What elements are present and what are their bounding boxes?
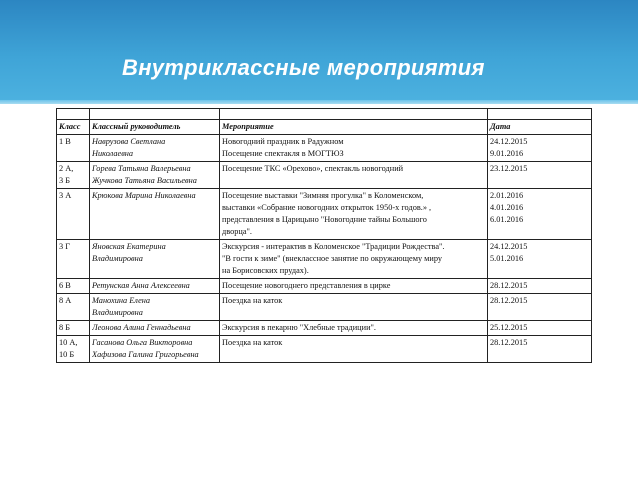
- event-cell: [220, 279, 488, 294]
- class-cell: [57, 336, 90, 363]
- slide-header: [0, 0, 638, 104]
- date-cell-line: 23.12.2015: [490, 164, 528, 173]
- table-row: [57, 336, 592, 363]
- date-cell-line: 9.01.2016: [490, 149, 524, 158]
- teacher-cell: [90, 162, 220, 189]
- event-cell: [220, 294, 488, 321]
- spacer-cell: [488, 109, 592, 120]
- table-row: [57, 240, 592, 279]
- table-row: [57, 294, 592, 321]
- header-class: Класс: [57, 120, 90, 135]
- event-cell-line: Поездка на каток: [222, 338, 283, 347]
- class-cell-line: 3 А: [59, 191, 72, 200]
- spacer-cell: [220, 109, 488, 120]
- date-cell-line: 5.01.2016: [490, 254, 524, 263]
- table-row: [57, 279, 592, 294]
- date-cell-line: 2.01.2016: [490, 191, 524, 200]
- spacer-cell: [90, 109, 220, 120]
- header-date: Дата: [488, 120, 592, 135]
- header-event: Мероприятие: [220, 120, 488, 135]
- header-teacher: Классный руководитель: [90, 120, 220, 135]
- teacher-cell: [90, 189, 220, 240]
- class-cell: [57, 189, 90, 240]
- event-cell-line: "В гости к зиме" (внеклассное занятие по окружающему миру: [222, 254, 443, 263]
- table-row: [57, 321, 592, 336]
- class-cell-line: 1 В: [59, 137, 71, 146]
- event-cell-line: Посещение новогоднего представления в цирке: [222, 281, 391, 290]
- event-cell: [220, 162, 488, 189]
- class-cell-line: 10 Б: [59, 350, 75, 359]
- teacher-cell: [90, 135, 220, 162]
- table-top-spacer-row: [57, 109, 592, 120]
- date-cell-line: 28.12.2015: [490, 296, 528, 305]
- date-cell-line: 25.12.2015: [490, 323, 528, 332]
- event-cell-line: Посещение спектакля в МОГТЮЗ: [222, 149, 344, 158]
- table-header-row: [57, 120, 592, 135]
- date-cell: [488, 321, 592, 336]
- teacher-cell-line: Манохина Елена: [92, 296, 151, 305]
- event-cell-line: Посещение выставки "Зимняя прогулка" в Коломенском,: [222, 191, 424, 200]
- class-cell-line: 3 Б: [59, 176, 70, 185]
- teacher-cell-line: Владимировна: [92, 254, 143, 263]
- table-row: [57, 135, 592, 162]
- event-cell: [220, 135, 488, 162]
- date-cell-line: 24.12.2015: [490, 137, 528, 146]
- teacher-cell-line: Леонова Алина Геннадьевна: [92, 323, 191, 332]
- event-cell: [220, 336, 488, 363]
- teacher-cell-line: Жучкова Татьяна Васильевна: [92, 176, 197, 185]
- teacher-cell-line: Крюкова Марина Николаевна: [92, 191, 196, 200]
- date-cell: [488, 162, 592, 189]
- teacher-cell-line: Хафизова Галина Григорьевна: [92, 350, 199, 359]
- date-cell: [488, 189, 592, 240]
- class-cell-line: 8 А: [59, 296, 72, 305]
- teacher-cell-line: Ретунская Анна Алексеевна: [92, 281, 190, 290]
- teacher-cell: [90, 321, 220, 336]
- event-cell-line: Поездка на каток: [222, 296, 283, 305]
- table-row: [57, 162, 592, 189]
- event-cell-line: Экскурсия - интерактив в Коломенское "Традиции Рождества".: [222, 242, 445, 251]
- class-cell-line: 8 Б: [59, 323, 70, 332]
- date-cell-line: 24.12.2015: [490, 242, 528, 251]
- event-cell-line: Экскурсия в пекарню "Хлебные традиции".: [222, 323, 376, 332]
- event-cell-line: на Борисовских прудах).: [222, 266, 309, 275]
- event-cell-line: Новогодний праздник в Радужном: [222, 137, 344, 146]
- event-cell: [220, 189, 488, 240]
- date-cell-line: 4.01.2016: [490, 203, 524, 212]
- events-table: [56, 108, 592, 363]
- teacher-cell-line: Николаевна: [92, 149, 134, 158]
- teacher-cell: [90, 336, 220, 363]
- date-cell: [488, 294, 592, 321]
- teacher-cell: [90, 240, 220, 279]
- date-cell: [488, 279, 592, 294]
- date-cell-line: 28.12.2015: [490, 281, 528, 290]
- class-cell: [57, 279, 90, 294]
- class-cell: [57, 135, 90, 162]
- event-cell: [220, 240, 488, 279]
- class-cell-line: 3 Г: [59, 242, 71, 251]
- teacher-cell: [90, 294, 220, 321]
- class-cell: [57, 294, 90, 321]
- class-cell: [57, 321, 90, 336]
- class-cell: [57, 162, 90, 189]
- event-cell: [220, 321, 488, 336]
- date-cell-line: 6.01.2016: [490, 215, 524, 224]
- date-cell: [488, 240, 592, 279]
- class-cell-line: 2 А,: [59, 164, 74, 173]
- teacher-cell-line: Наврузова Светлана: [92, 137, 166, 146]
- table-body: [57, 135, 592, 363]
- class-cell: [57, 240, 90, 279]
- teacher-cell-line: Гасанова Ольга Викторовна: [92, 338, 193, 347]
- date-cell: [488, 135, 592, 162]
- event-cell-line: дворца".: [222, 227, 252, 236]
- date-cell-line: 28.12.2015: [490, 338, 528, 347]
- class-cell-line: 6 В: [59, 281, 71, 290]
- teacher-cell: [90, 279, 220, 294]
- spacer-cell: [57, 109, 90, 120]
- teacher-cell-line: Горева Татьяна Валерьевна: [92, 164, 191, 173]
- event-cell-line: представления в Царицыно "Новогодние тайны Большого: [222, 215, 427, 224]
- slide-title: Внутриклассные мероприятия: [122, 55, 485, 80]
- class-cell-line: 10 А,: [59, 338, 78, 347]
- teacher-cell-line: Яновская Екатерина: [92, 242, 166, 251]
- table-row: [57, 189, 592, 240]
- event-cell-line: выставки «Собрание новогодних открыток 1950-х годов.» ,: [222, 203, 432, 212]
- date-cell: [488, 336, 592, 363]
- teacher-cell-line: Владимировна: [92, 308, 143, 317]
- event-cell-line: Посещение ТКС «Орехово», спектакль новогодний: [222, 164, 404, 173]
